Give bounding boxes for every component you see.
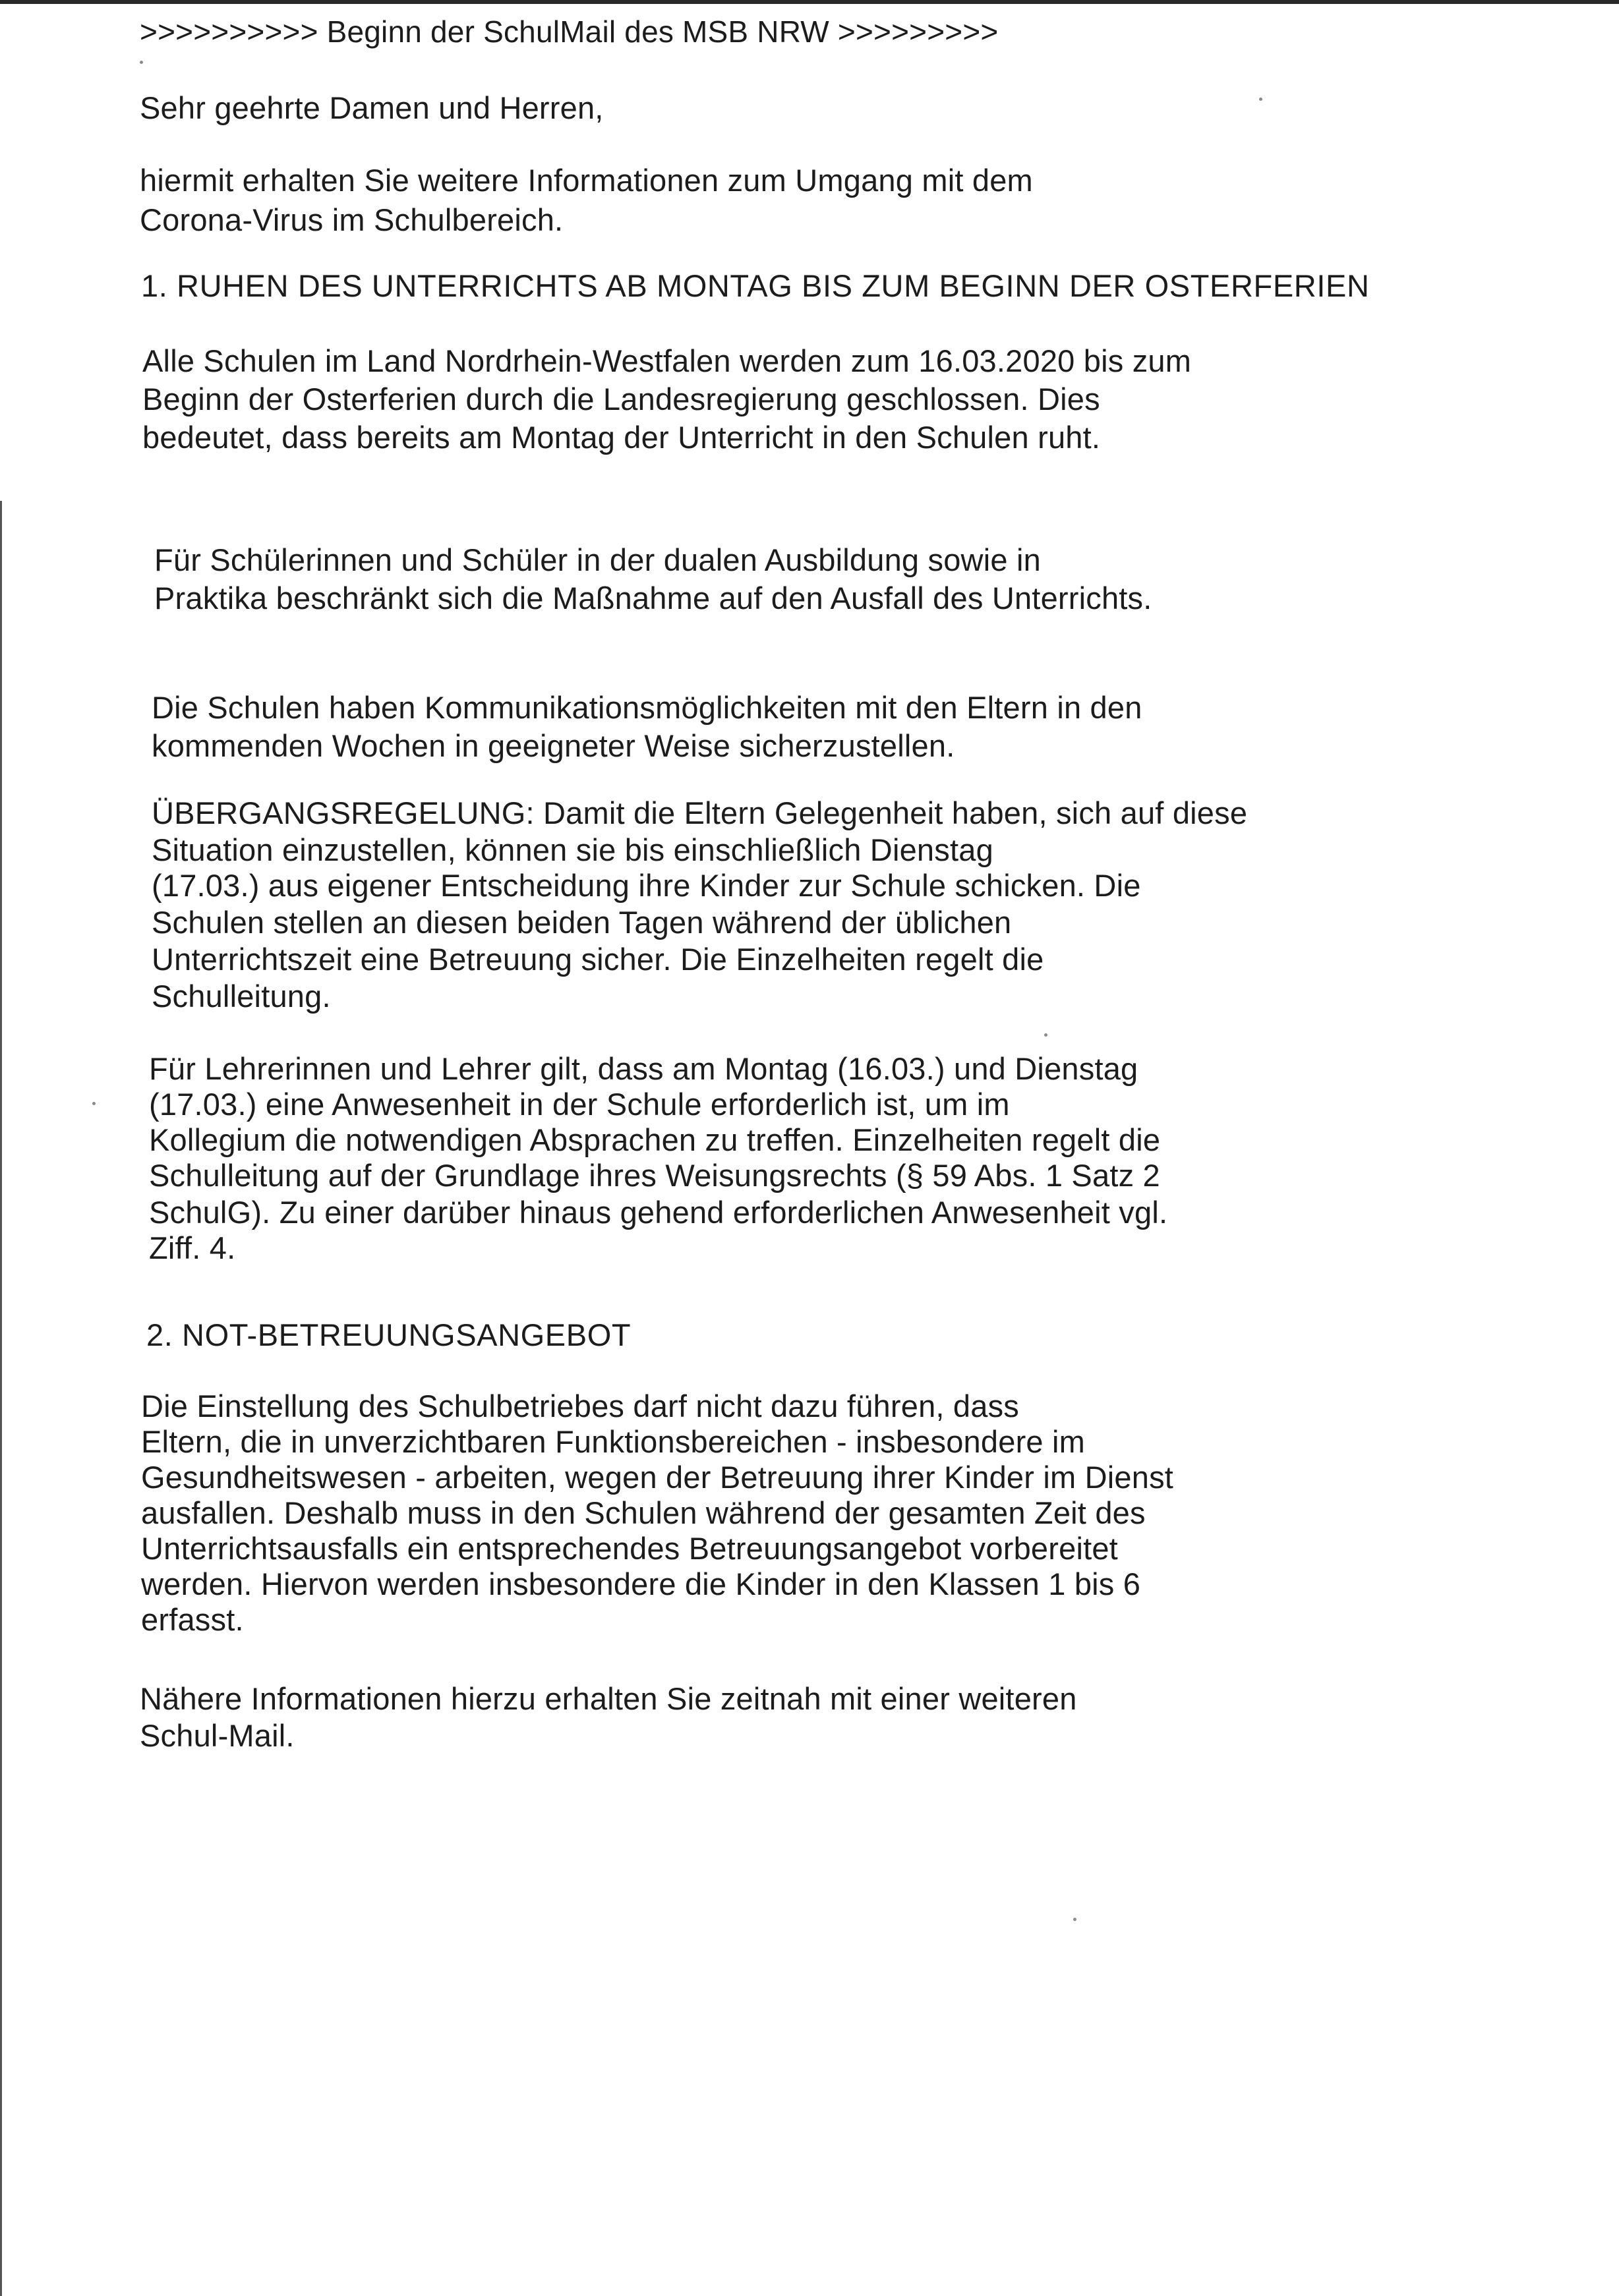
text-line: Situation einzustellen, können sie bis einschließlich Dienstag [152,832,993,867]
text-line: Eltern, die in unverzichtbaren Funktionsbereichen - insbesondere im [141,1424,1086,1459]
text-line: Schulleitung. [152,979,331,1014]
header-marker: >>>>>>>>>> Beginn der SchulMail des MSB NRW >>>>>>>>> [140,14,999,49]
text-line: (17.03.) eine Anwesenheit in der Schule erforderlich ist, um im [149,1087,1010,1122]
text-line: Corona-Virus im Schulbereich. [140,202,564,237]
text-line: Unterrichtszeit eine Betreuung sicher. Die Einzelheiten regelt die [152,942,1044,977]
text-line: hiermit erhalten Sie weitere Informationen zum Umgang mit dem [140,163,1033,198]
text-line: bedeutet, dass bereits am Montag der Unterricht in den Schulen ruht. [142,420,1101,455]
text-line: Schulen stellen an diesen beiden Tagen während der üblichen [152,905,1012,940]
text-line: Beginn der Osterferien durch die Landesregierung geschlossen. Dies [142,382,1100,416]
text-line: Unterrichtsausfalls ein entsprechendes Betreuungsangebot vorbereitet [141,1531,1118,1566]
text-line: Nähere Informationen hierzu erhalten Sie zeitnah mit einer weiteren [140,1681,1077,1716]
text-line: (17.03.) aus eigener Entscheidung ihre Kinder zur Schule schicken. Die [152,868,1141,903]
text-line: Die Einstellung des Schulbetriebes darf nicht dazu führen, dass [141,1389,1019,1423]
text-line: Die Schulen haben Kommunikationsmöglichkeiten mit den Eltern in den [152,690,1142,725]
salutation: Sehr geehrte Damen und Herren, [140,90,604,125]
text-line: Gesundheitswesen - arbeiten, wegen der Betreuung ihrer Kinder im Dienst [141,1460,1174,1495]
section2-heading: 2. NOT-BETREUUNGSANGEBOT [146,1317,632,1352]
text-line: Kollegium die notwendigen Absprachen zu treffen. Einzelheiten regelt die [149,1122,1161,1157]
text-line: ausfallen. Deshalb muss in den Schulen während der gesamten Zeit des [141,1495,1146,1530]
text-line: Für Schülerinnen und Schüler in der dualen Ausbildung sowie in [154,542,1041,577]
text-line: erfasst. [141,1602,244,1637]
text-line: Ziff. 4. [149,1230,236,1265]
section1-heading: 1. RUHEN DES UNTERRICHTS AB MONTAG BIS ZUM BEGINN DER OSTERFERIEN [141,268,1370,303]
text-line: Schulleitung auf der Grundlage ihres Weisungsrechts (§ 59 Abs. 1 Satz 2 [149,1158,1160,1193]
text-line: SchulG). Zu einer darüber hinaus gehend erforderlichen Anwesenheit vgl. [149,1195,1168,1230]
text-line: Schul-Mail. [140,1718,295,1753]
text-line: Für Lehrerinnen und Lehrer gilt, dass am Montag (16.03.) und Dienstag [149,1051,1138,1086]
text-line: Praktika beschränkt sich die Maßnahme auf den Ausfall des Unterrichts. [154,581,1152,616]
text-line: Alle Schulen im Land Nordrhein-Westfalen werden zum 16.03.2020 bis zum [142,343,1192,378]
text-line: kommenden Wochen in geeigneter Weise sicherzustellen. [152,728,955,763]
text-line: werden. Hiervon werden insbesondere die Kinder in den Klassen 1 bis 6 [141,1566,1141,1601]
text-line: ÜBERGANGSREGELUNG: Damit die Eltern Gelegenheit haben, sich auf diese [152,795,1248,830]
